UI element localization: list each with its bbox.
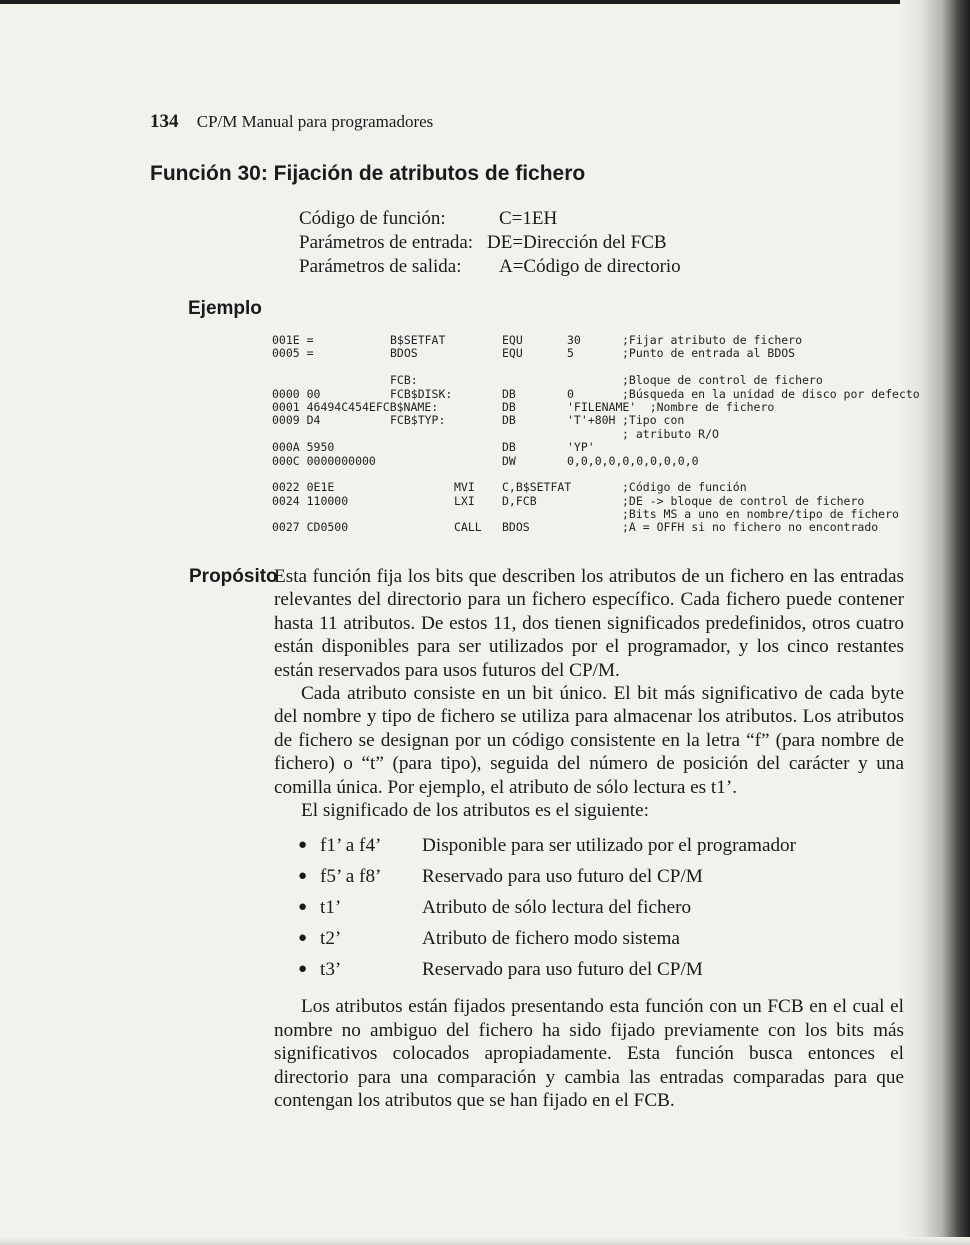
- code-cell: C,B$SETFAT: [502, 480, 572, 495]
- attribute-code: t1’: [320, 897, 342, 919]
- code-cell: 000A 5950: [272, 440, 335, 455]
- attribute-description: Atributo de sólo lectura del fichero: [422, 897, 692, 919]
- page-number: 134: [150, 111, 179, 132]
- bullet-icon: ●: [298, 868, 308, 885]
- code-cell: FCB$TYP:: [390, 413, 446, 428]
- code-cell: FCB$DISK:: [390, 386, 453, 401]
- code-cell: MVI: [454, 480, 475, 495]
- attribute-list: [274, 830, 904, 985]
- code-cell: DB: [502, 386, 516, 401]
- attribute-description: Disponible para ser utilizado por el programador: [422, 835, 797, 857]
- bullet-icon: ●: [298, 837, 308, 854]
- code-cell: 0,0,0,0,0,0,0,0,0,0: [567, 453, 699, 468]
- bullet-icon: ●: [298, 899, 308, 916]
- section-title: Función 30: Fijación de atributos de fichero: [150, 162, 586, 185]
- code-cell: 0024 110000: [272, 493, 349, 508]
- purpose-body: [274, 565, 904, 1113]
- code-cell: ;Punto de entrada al BDOS: [622, 346, 796, 361]
- param-label: Parámetros de entrada:: [299, 232, 474, 253]
- paragraph: El significado de los atributos es el siguiente:: [301, 800, 649, 822]
- attribute-description: Reservado para uso futuro del CP/M: [422, 959, 703, 981]
- code-cell: 'FILENAME': [567, 399, 637, 414]
- paragraph: Cada atributo consiste en un bit único. El bit más significativo de cada byte del nombre y tipo de fichero se utiliza para almacenar los atributos. Los atributos de fichero se designan por un código consistente en la letra “f” (para nombre de fichero) o “t” (para tipo), seguida del número de posición del carácter y una comilla única. Por ejemplo, el atributo de sólo lectura es t1’.: [274, 683, 904, 798]
- code-cell: ; atributo R/O: [622, 426, 719, 441]
- bullet-icon: ●: [298, 961, 308, 978]
- code-cell: DB: [502, 440, 516, 455]
- code-cell: 0005 =: [272, 346, 314, 361]
- book-spine-shadow: [900, 0, 970, 1245]
- code-cell: 0009 D4: [272, 413, 321, 428]
- code-cell: 0: [567, 386, 574, 401]
- code-cell: LXI: [454, 493, 475, 508]
- code-cell: ;Código de función: [622, 480, 747, 495]
- code-cell: 30: [567, 333, 581, 347]
- code-cell: ;Fijar atributo de fichero: [622, 333, 803, 347]
- code-cell: EQU: [502, 333, 523, 347]
- list-item: [274, 892, 904, 923]
- list-item: [274, 954, 904, 985]
- paragraph: Los atributos están fijados presentando esta función con un FCB en el cual el nombre no ambiguo del fichero ha sido fijado previamente con los bits más significativos colocados apropiadamente. Esta función busca entonces el directorio para una comparación y cambia las entradas comparadas para que contengan los atributos que se han fijado en el FCB.: [274, 996, 904, 1112]
- list-item: [274, 861, 904, 892]
- page-top-edge: [0, 0, 970, 4]
- code-cell: 0001 46494C454EFCB$NAME:: [272, 399, 439, 414]
- param-value: C=1EH: [499, 208, 558, 229]
- code-cell: 000C 0000000000: [272, 453, 376, 468]
- paragraph: Esta función fija los bits que describen los atributos de un fichero en las entradas relevantes del directorio para un fichero específico. Cada fichero puede contener hasta 11 atributos. De estos 11, dos tienen significados predefinidos, otros cuatro están disponibles para ser utilizados por el programador, y los cinco restantes están reservados para usos futuros del CP/M.: [274, 566, 904, 681]
- attribute-code: t3’: [320, 959, 342, 981]
- code-cell: ;Nombre de fichero: [622, 399, 775, 414]
- example-heading: Ejemplo: [188, 298, 262, 319]
- param-label: Código de función:: [299, 208, 446, 229]
- code-cell: CALL: [454, 520, 482, 535]
- code-cell: 001E =: [272, 333, 314, 347]
- code-cell: FCB:: [390, 373, 418, 388]
- code-cell: 0027 CD0500: [272, 520, 349, 535]
- code-cell: DB: [502, 399, 516, 414]
- running-title: CP/M Manual para programadores: [196, 112, 434, 131]
- param-value: A=Código de directorio: [499, 256, 681, 277]
- list-item: [274, 923, 904, 954]
- code-cell: ;Tipo con: [622, 413, 685, 428]
- code-cell: ;Búsqueda en la unidad de disco por defecto: [622, 386, 920, 401]
- code-cell: BDOS: [502, 520, 530, 535]
- code-cell: 0000 00: [272, 386, 321, 401]
- code-cell: DW: [502, 453, 516, 468]
- bullet-icon: ●: [298, 930, 308, 947]
- code-cell: 'YP': [567, 440, 595, 455]
- list-item: [274, 830, 904, 861]
- page-bottom-edge: [0, 1237, 970, 1245]
- code-cell: EQU: [502, 346, 523, 361]
- code-cell: BDOS: [390, 346, 418, 361]
- code-cell: ;Bloque de control de fichero: [622, 373, 823, 388]
- purpose-heading: Propósito: [189, 566, 278, 587]
- code-cell: 0022 0E1E: [272, 480, 335, 495]
- code-cell: ;DE -> bloque de control de fichero: [622, 493, 865, 508]
- attribute-code: f1’ a f4’: [320, 835, 382, 857]
- running-header: [150, 111, 433, 133]
- code-cell: ;A = OFFH si no fichero no encontrado: [622, 520, 879, 535]
- attribute-code: f5’ a f8’: [320, 866, 382, 888]
- param-value: DE=Dirección del FCB: [487, 232, 667, 253]
- code-cell: DB: [502, 413, 516, 428]
- code-cell: B$SETFAT: [390, 333, 446, 347]
- attribute-description: Atributo de fichero modo sistema: [422, 928, 680, 950]
- attribute-code: t2’: [320, 928, 342, 950]
- code-cell: 5: [567, 346, 574, 361]
- code-cell: 'T'+80H: [567, 413, 616, 428]
- attribute-description: Reservado para uso futuro del CP/M: [422, 866, 703, 888]
- code-cell: ;Bits MS a uno en nombre/tipo de fichero: [622, 507, 899, 522]
- param-label: Parámetros de salida:: [299, 256, 462, 277]
- code-cell: D,FCB: [502, 493, 537, 508]
